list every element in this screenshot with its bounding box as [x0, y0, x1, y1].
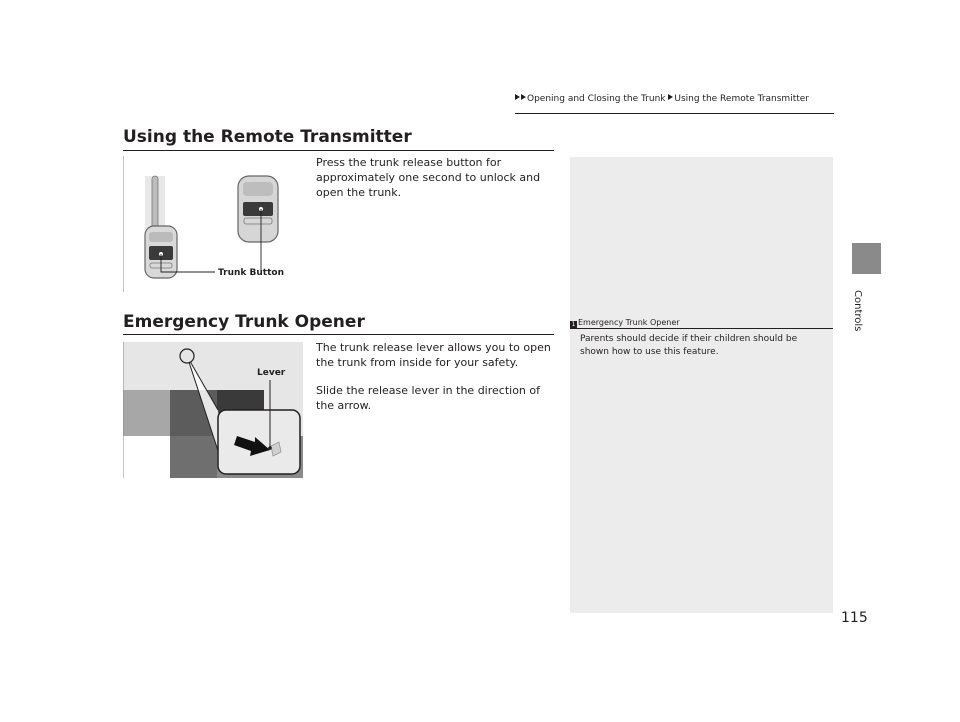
section-title-emergency: Emergency Trunk Opener: [123, 312, 365, 332]
header-rule: [515, 113, 834, 114]
breadcrumb-arrow-icon: [515, 94, 520, 100]
note-reference-icon: 1: [571, 321, 576, 328]
section-title-remote: Using the Remote Transmitter: [123, 127, 412, 147]
section-rule: [123, 150, 554, 151]
remote-body-text: [316, 155, 556, 213]
chapter-tab[interactable]: [852, 243, 881, 274]
chapter-tab-label: Controls: [852, 290, 863, 332]
note-rule: [570, 328, 833, 329]
note-text: Parents should decide if their children should be shown how to use this feature.: [580, 334, 798, 357]
note-title-text: Emergency Trunk Opener: [578, 318, 680, 327]
lever-label: Lever: [257, 368, 286, 378]
breadcrumb-current: Using the Remote Transmitter: [674, 94, 809, 104]
breadcrumb: [515, 94, 809, 104]
trunk-lever-figure: [123, 342, 303, 478]
emergency-paragraph-1: The trunk release lever allows you to open the trunk from inside for your safety.: [316, 341, 551, 369]
remote-paragraph: Press the trunk release button for approximately one second to unlock and open the trunk.: [316, 156, 541, 199]
trunk-button-label: Trunk Button: [218, 268, 284, 278]
side-note-panel: [570, 157, 833, 613]
breadcrumb-arrow-icon: [668, 94, 673, 100]
page-number: 115: [841, 610, 868, 626]
emergency-body-text: [316, 340, 556, 426]
breadcrumb-arrow-icon: [521, 94, 526, 100]
emergency-paragraph-2: Slide the release lever in the direction of the arrow.: [316, 384, 540, 412]
breadcrumb-parent[interactable]: Opening and Closing the Trunk: [527, 94, 666, 104]
section-rule: [123, 334, 554, 335]
